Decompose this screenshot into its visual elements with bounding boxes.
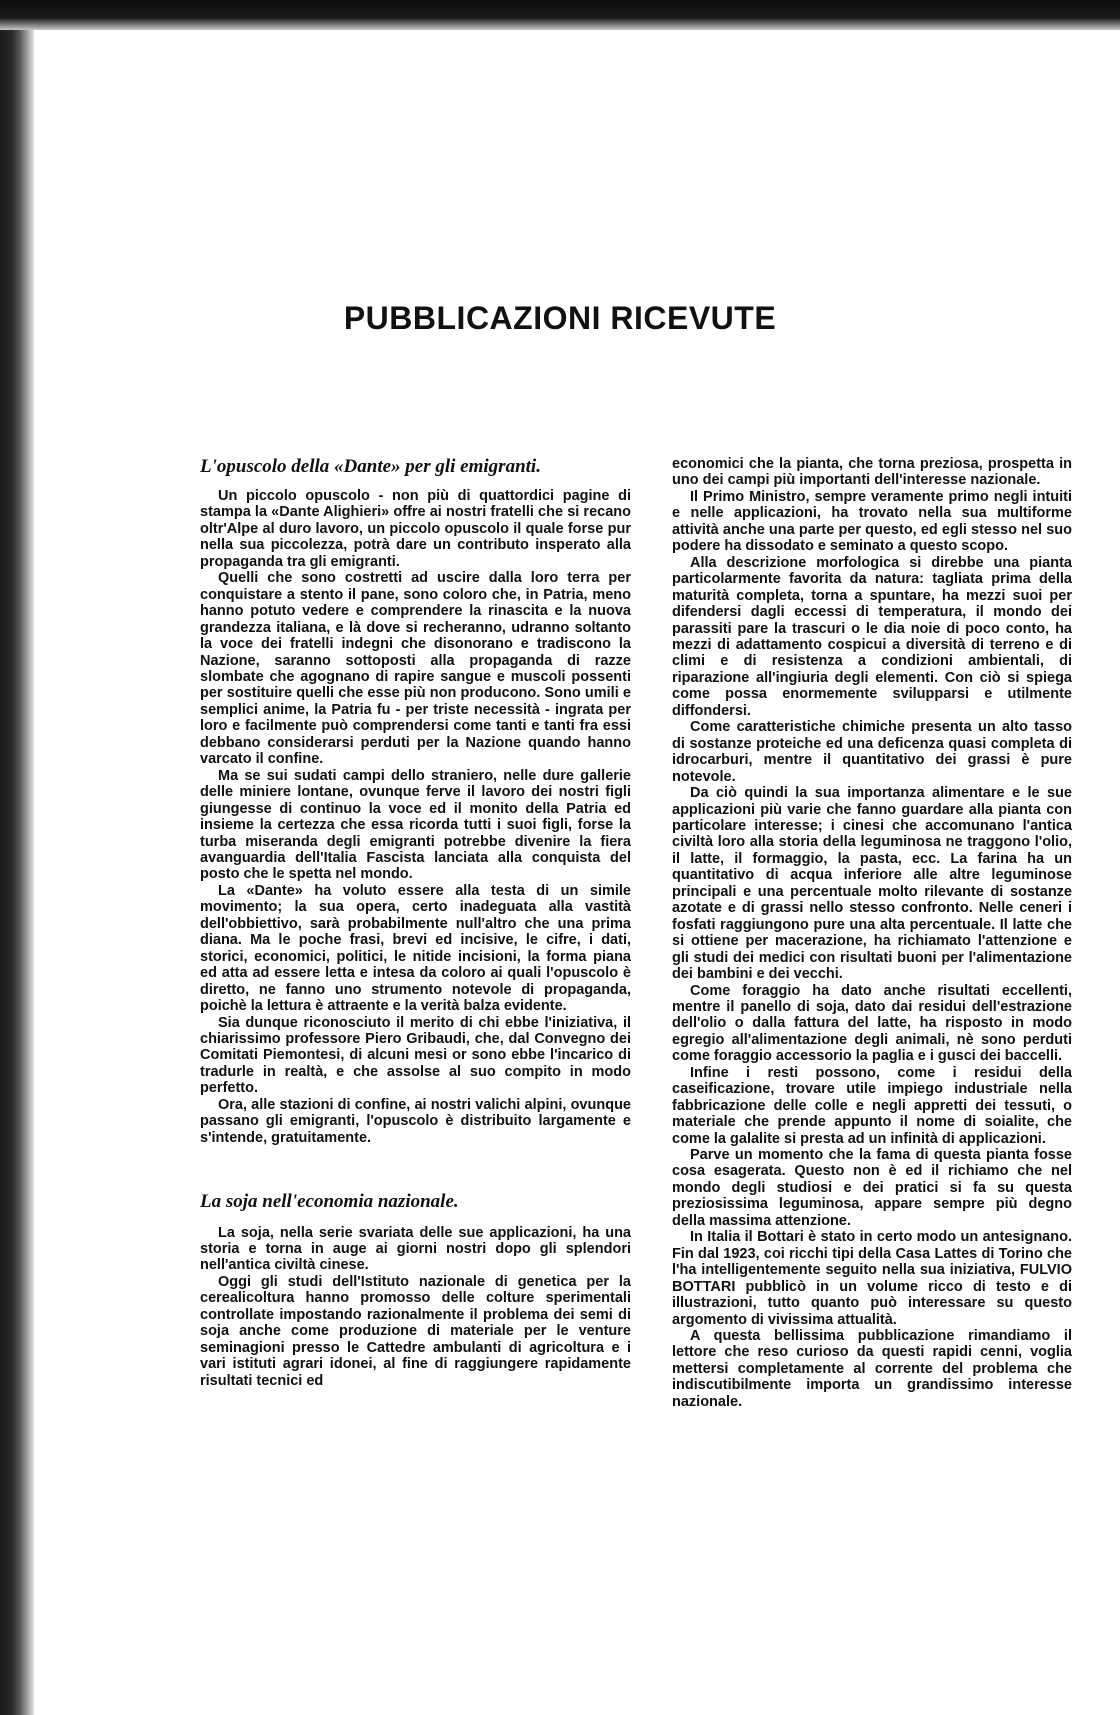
paragraph: Ora, alle stazioni di confine, ai nostri valichi alpini, ovunque passano gli emigranti, l'opuscolo è distribuito largamente e s'intende, gratuitamente. <box>200 1096 631 1146</box>
paragraph: Infine i resti possono, come i residui della caseificazione, trovare utile impiego industriale nella fabbricazione delle colle e negli appretti dei tessuti, o materiale che prende appunto il nome di soialite, che come la galalite si presta ad un infinità di applicazioni. <box>672 1064 1072 1147</box>
paragraph: Come foraggio ha dato anche risultati eccellenti, mentre il panello di soja, dato dai residui dell'estrazione dell'olio o dalla fattura del latte, ha risposto in modo egregio all'alimentazione degli animali, nè sono perduti come foraggio accessorio la paglia e i gusci dei baccelli. <box>672 982 1072 1065</box>
paragraph: Sia dunque riconosciuto il merito di chi ebbe l'iniziativa, il chiarissimo professore Piero Gribaudi, che, dal Convegno dei Comitati Piemontesi, di alcuni mesi or sono ebbe l'incarico di tradurle in realtà, e che assolse al suo compito in modo perfetto. <box>200 1014 631 1097</box>
paragraph: A questa bellissima pubblicazione rimandiamo il lettore che reso curioso da questi rapidi cenni, voglia mettersi completamente al corrente del problema che indiscutibilmente importa un grandissimo interesse nazionale. <box>672 1328 1072 1410</box>
page-title: PUBBLICAZIONI RICEVUTE <box>343 300 777 336</box>
article-heading-soja: La soja nell'economia nazionale. <box>200 1191 459 1213</box>
paragraph: economici che la pianta, che torna preziosa, prospetta in uno dei campi più importanti dell'interesse nazionale. <box>672 456 1072 489</box>
paragraph: In Italia il Bottari è stato in certo modo un antesignano. Fin dal 1923, coi ricchi tipi della Casa Lattes di Torino che l'ha intelligentemente seguito nella sua iniziativa, FULVIO BOTTARI pubblicò in un volume ricco di testo e di illustrazioni, tutto quanto può interessare su questo argomento di vivissima attualità. <box>672 1229 1072 1328</box>
paragraph: Quelli che sono costretti ad uscire dalla loro terra per conquistare a stento il pane, sono coloro che, in Patria, meno hanno potuto vedere e comprendere la rinascita e la nuova grandezza italiana, e là dove si recheranno, udranno soltanto la voce dei fratelli indegni che disonorano e tradiscono la Nazione, saranno sottoposti alla propaganda di razze slombate che agognano di rapire sangue e muscoli possenti per sostituire quelli che esse più non producono. Sono umili e semplici anime, la Patria fu - per triste necessità - ingrata per loro e facilmente può comprendersi come tanti e tanti fra essi debbano considerarsi perduti per la Nazione quando hanno varcato il confine. <box>200 570 631 768</box>
paragraph: Ma se sui sudati campi dello straniero, nelle dure gallerie delle miniere lontane, ovunque ferve il lavoro dei nostri figli giungesse di continuo la voce ed il monito della Patria ed insieme la certezza che essa ricorda tutti i suoi figli, forse la turba miseranda degli emigranti potrebbe divenire la fiera avanguardia dell'Italia Fascista lanciata alla conquista del posto che le spetta nel mondo. <box>200 767 631 883</box>
paragraph: La «Dante» ha voluto essere alla testa di un simile movimento; la sua opera, certo inadeguata alla vastità dell'obbiettivo, sarà probabilmente null'altro che una prima diana. Ma le poche frasi, brevi ed incisive, le cifre, i dati, storici, economici, politici, le nitide incisioni, la forma piana ed atta ad essere letta e intesa da coloro ai quali l'opuscolo è diretto, ne fanno uno strumento notevole di propaganda, poichè la lettura è attraente e la verità balza evidente. <box>200 882 631 1015</box>
article-heading-opuscolo: L'opuscolo della «Dante» per gli emigranti. <box>200 456 541 477</box>
paragraph: Il Primo Ministro, sempre veramente primo negli intuiti e nelle applicazioni, ha trovato nella sua multiforme attività anche una parte per questo, ed egli stesso nel suo podere ha dissodato e seminato a questo scopo. <box>672 488 1072 555</box>
paragraph: Alla descrizione morfologica si direbbe una pianta particolarmente favorita da natura: tagliata prima della maturità completa, torna a spuntare, ha mezzi suoi per difendersi dagli eccessi di temperatura, il mondo dei parassiti pare la trascuri o le dia noie di poco conto, ha mezzi di adattamento cospicui a diversità di terreno e di climi e di resistenza a condizioni ambientali, di riparazione all'ingiuria degli elementi. Con ciò si spiega come possa enormemente svilupparsi e utilmente diffondersi. <box>672 554 1072 719</box>
left-column <box>200 456 631 1389</box>
paragraph: Da ciò quindi la sua importanza alimentare e le sue applicazioni più varie che fanno guardare alla pianta con particolare interesse; i cinesi che accomunano l'antica civiltà loro alla storia della leguminosa ne traggono l'olio, il latte, il formaggio, la pasta, ecc. La farina ha un quantitativo di acqua inferiore alle altre leguminose principali e una percentuale molto rilevante di sostanze azotate e di grassi nello stesso confronto. Nelle ceneri i fosfati raggiungono pure una alta percentuale. Il latte che si ottiene per macerazione, ha richiamato l'attenzione e gli studi dei medici con risultati buoni per l'alimentazione dei bambini e dei vecchi. <box>672 785 1072 983</box>
paragraph: Parve un momento che la fama di questa pianta fosse cosa esagerata. Questo non è ed il richiamo che nel mondo degli studiosi e dei pratici si fa su questa preziosissima leguminosa, appare sempre più degno della massima attenzione. <box>672 1147 1072 1229</box>
paragraph: Oggi gli studi dell'Istituto nazionale di genetica per la cerealicoltura hanno promosso delle colture sperimentali controllate impostando razionalmente il problema dei semi di soja anche come produzione di materiale per le venture seminagioni presso le Cattedre ambulanti di agricoltura e i vari istituti agrari idonei, al fine di raggiungere rapidamente risultati tecnici ed <box>200 1273 631 1389</box>
paragraph: Come caratteristiche chimiche presenta un alto tasso di sostanze proteiche ed una deficenza quasi completa di idrocarburi, mentre il quantitativo dei grassi è pure notevole. <box>672 719 1072 785</box>
paragraph: Un piccolo opuscolo - non più di quattordici pagine di stampa la «Dante Alighieri» offre ai nostri fratelli che si recano oltr'Alpe al duro lavoro, un piccolo opuscolo il quale forse pur nella sua piccolezza, potrà dare un contributo insperato alla propaganda tra gli emigranti. <box>200 488 631 570</box>
paragraph: La soja, nella serie svariata delle sue applicazioni, ha una storia e torna in auge ai giorni nostri dopo gli splendori nell'antica civiltà cinese. <box>200 1224 631 1274</box>
page-binding-edge <box>0 0 34 1715</box>
scan-top-shadow <box>0 0 1120 30</box>
right-column <box>672 456 1072 1410</box>
